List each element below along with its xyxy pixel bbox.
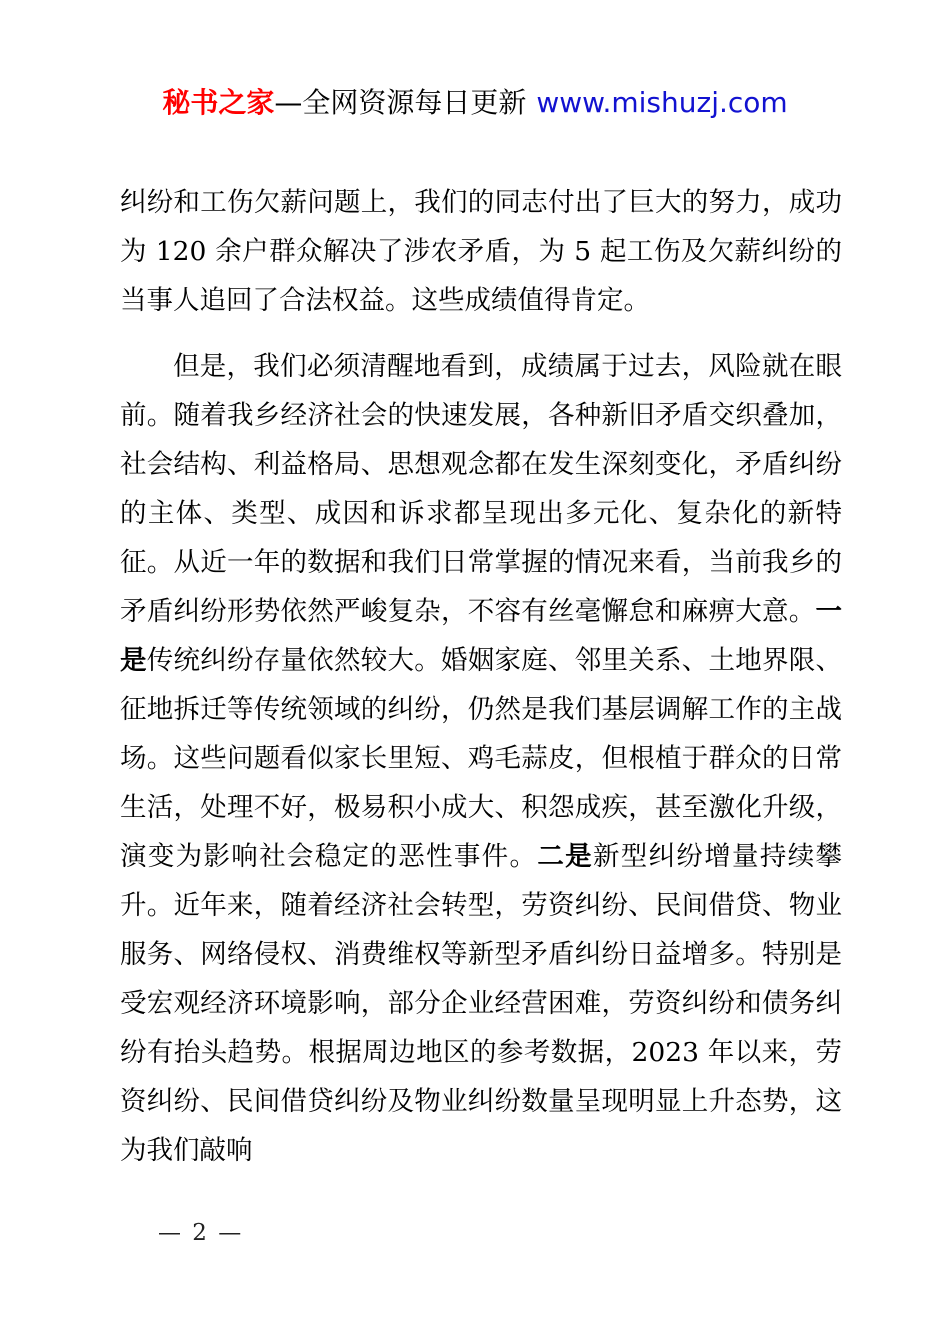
document-body: [120, 178, 842, 1175]
text-run: 纠纷和工伤欠薪问题上，我们的同志付出了巨大的努力，成功为 120 余户群众解决了涉农矛盾，为 5 起工伤及欠薪纠纷的当事人追回了合法权益。这些成绩值得肯定。: [120, 187, 842, 316]
emphasis-run: 二是: [537, 841, 593, 872]
header-dash: —: [274, 86, 303, 119]
header-tagline: 全网资源每日更新: [302, 86, 527, 119]
paragraph: [120, 178, 842, 325]
brand-name: 秘书之家: [162, 86, 275, 119]
emphasis-run: 一是: [120, 596, 842, 676]
text-run: 传统纠纷存量依然较大。婚姻家庭、邻里关系、土地界限、征地拆迁等传统领域的纠纷，仍然是我们基层调解工作的主战场。这些问题看似家长里短、鸡毛蒜皮，但根植于群众的日常生活，处理不好，极易积小成大、积怨成疾，甚至激化升级，演变为影响社会稳定的恶性事件。: [120, 645, 842, 872]
site-url-link[interactable]: www.mishuzj.com: [536, 86, 788, 119]
text-run: 新型纠纷增量持续攀升。近年来，随着经济社会转型，劳资纠纷、民间借贷、物业服务、网络侵权、消费维权等新型矛盾纠纷日益增多。特别是受宏观经济环境影响，部分企业经营困难，劳资纠纷和债务纠纷有抬头趋势。根据周边地区的参考数据，2023 年以来，劳资纠纷、民间借贷纠纷及物业纠纷数量呈现明显上升态势，这为我们敲响: [120, 841, 843, 1166]
page-number: — 2 —: [158, 1220, 244, 1246]
page-header: [0, 86, 950, 120]
text-run: 但是，我们必须清醒地看到，成绩属于过去，风险就在眼前。随着我乡经济社会的快速发展，各种新旧矛盾交织叠加，社会结构、利益格局、思想观念都在发生深刻变化，矛盾纠纷的主体、类型、成因和诉求都呈现出多元化、复杂化的新特征。从近一年的数据和我们日常掌握的情况来看，当前我乡的矛盾纠纷形势依然严峻复杂，不容有丝毫懈怠和麻痹大意。: [120, 351, 842, 627]
paragraph: [120, 342, 842, 1175]
